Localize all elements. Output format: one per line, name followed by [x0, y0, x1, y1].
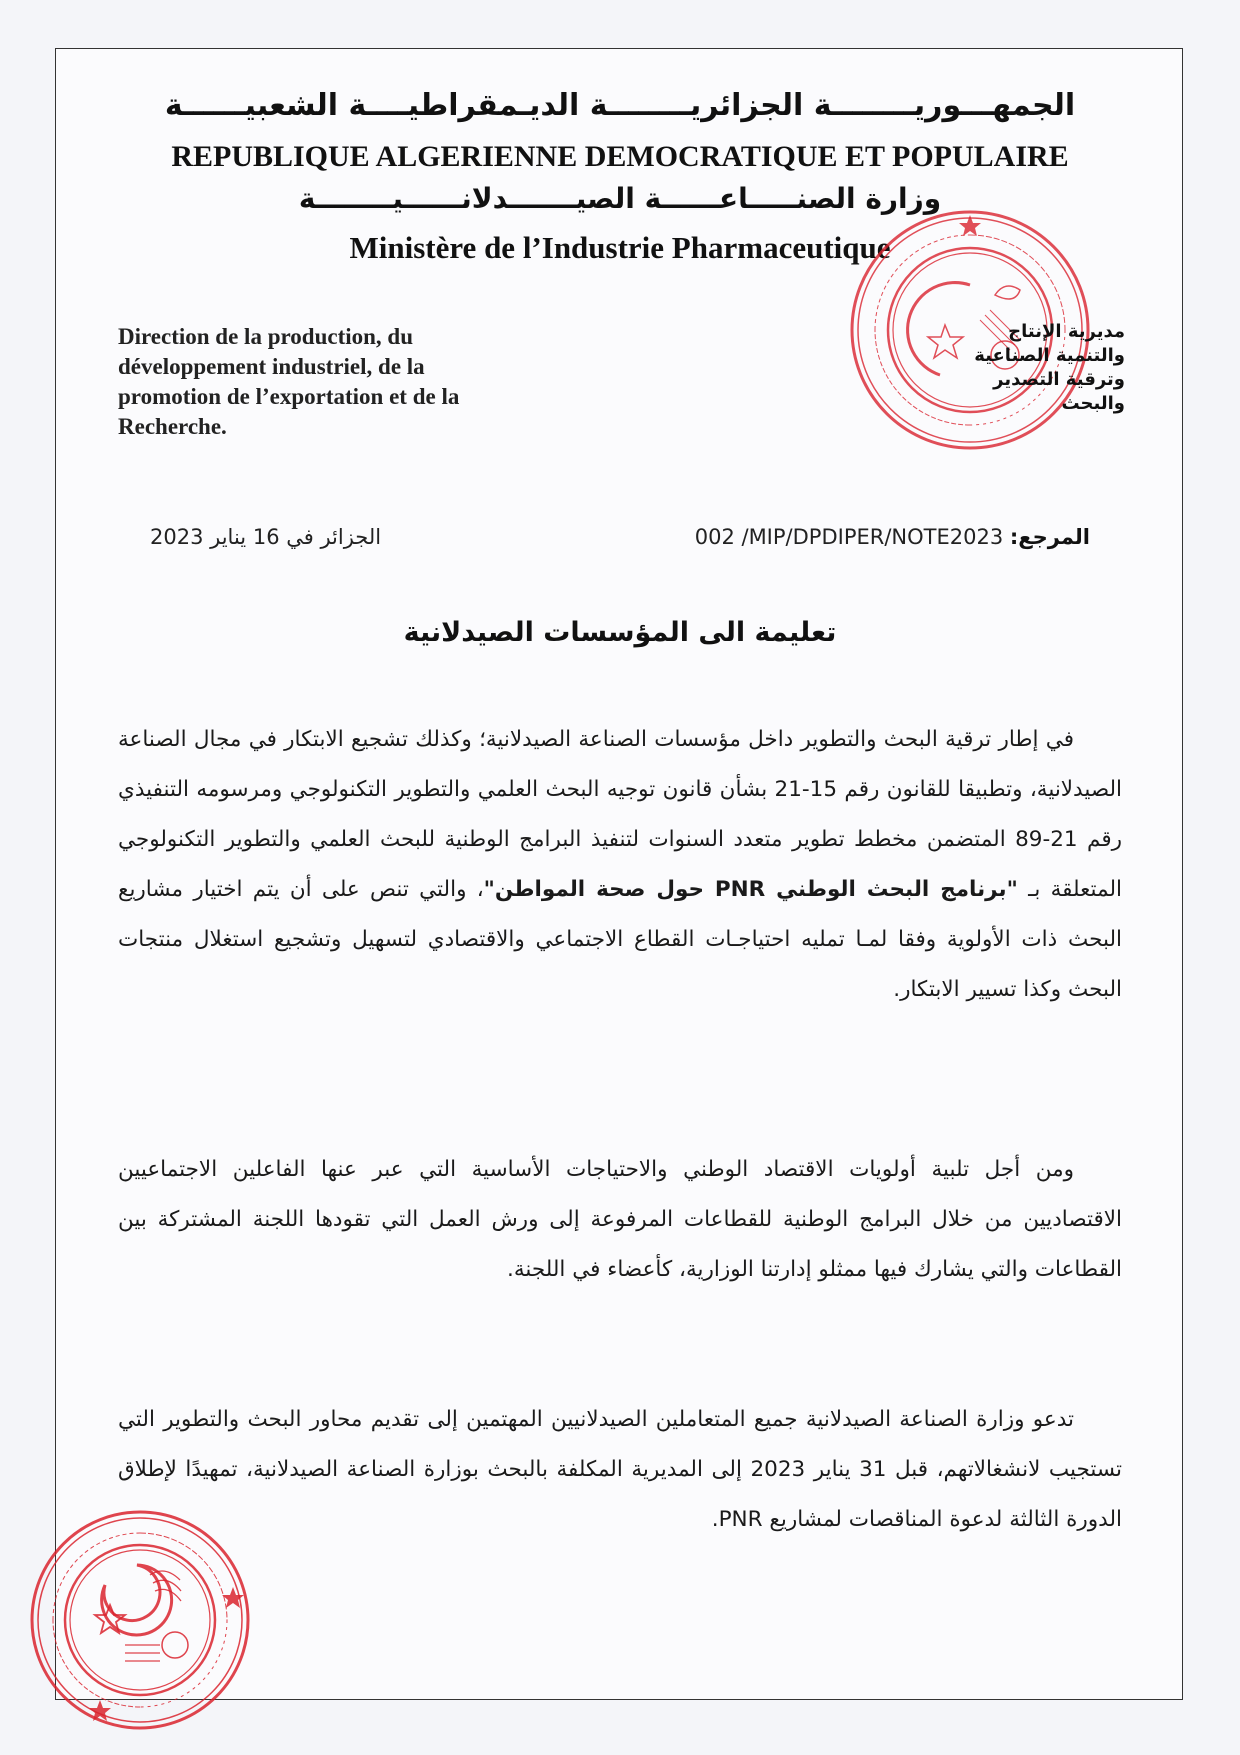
- reference-value: 002 /MIP/DPDIPER/NOTE2023: [694, 525, 1004, 549]
- paragraph-3-text: تدعو وزارة الصناعة الصيدلانية جميع المتعاملين الصيدلانيين المهتمين إلى تقديم محاور البحث والتطوير التي تستجيب لانشغالاتهم، قبل 31 يناير 2023 إلى المديرية المكلفة بالبحث بوزارة الصناعة الصيدلانية، تمهيدًا لإطلاق الدورة الثالثة لدعوة المناقصات لمشاريع PNR.: [118, 1407, 1122, 1532]
- direction-french-line: Direction de la production, du: [118, 324, 413, 349]
- reference-label: المرجع:: [1009, 525, 1090, 549]
- direction-french-line: Recherche.: [118, 414, 227, 439]
- header-french-republic: REPUBLIQUE ALGERIENNE DEMOCRATIQUE ET POPULAIRE: [171, 140, 1069, 173]
- paragraph-2-text: ومن أجل تلبية أولويات الاقتصاد الوطني والاحتياجات الأساسية التي عبر عنها الفاعلين الاجتماعيين الاقتصاديين من خلال البرامج الوطنية للقطاعات المرفوعة إلى ورش العمل التي تقودها اللجنة المشتركة بين القطاعات والتي يشارك فيها ممثلو إدارتنا الوزارية، كأعضاء في اللجنة.: [118, 1157, 1122, 1282]
- direction-arabic-line: وترقية التصدير: [993, 369, 1125, 390]
- header-arabic-republic: الجمهـــوريــــــــة الجزائريــــــــة الديـمقراطيــــة الشعبيــــــة: [164, 88, 1076, 123]
- direction-arabic-line: مديرية الإنتاج: [1008, 321, 1125, 342]
- direction-french-line: promotion de l’exportation et de la: [118, 384, 460, 409]
- document-date: الجزائر في 16 يناير 2023: [150, 525, 382, 549]
- header-french-ministry: Ministère de l’Industrie Pharmaceutique: [349, 230, 891, 265]
- paragraph-3: [118, 1395, 1122, 1545]
- paragraph-1: [118, 715, 1122, 1015]
- reference: [695, 525, 1090, 549]
- direction-french-line: développement industriel, de la: [118, 354, 425, 379]
- direction-french: [118, 322, 588, 442]
- paragraph-1-text-a: في إطار ترقية البحث والتطوير داخل مؤسسات الصناعة الصيدلانية؛ وكذلك تشجيع الابتكار في مجال الصناعة الصيدلانية، وتطبيقا للقانون رقم 15-21 بشأن قانون توجيه البحث العلمي والتطوير التكنولوجي ومرسومه التنفيذي رقم 21-89 المتضمن مخطط تطوير متعدد السنوات لتنفيذ البرامج الوطنية للبحث العلمي والتطوير التكنولوجي المتعلقة بـ: [118, 727, 1123, 902]
- header-arabic-ministry: وزارة الصنـــــاعــــــة الصيـــــــدلانــــــيــــــــة: [298, 182, 942, 215]
- paragraph-1-program-name: "برنامج البحث الوطني PNR حول صحة المواطن": [483, 877, 1018, 902]
- direction-arabic: [925, 320, 1125, 416]
- paragraph-1-text-b: ، والتي تنص على أن يتم اختيار مشاريع البحث ذات الأولوية وفقا لمـا تمليه احتياجـات القطاع الاجتماعي والاقتصادي لتسهيل وتشجيع استغلال منتجات البحث وكذا تسيير الابتكار.: [118, 877, 1122, 1002]
- document-title: تعليمة الى المؤسسات الصيدلانية: [403, 617, 837, 648]
- direction-arabic-line: والبحث: [1061, 393, 1125, 414]
- paragraph-2: [118, 1145, 1122, 1295]
- direction-arabic-line: والتنمية الصناعية: [974, 345, 1125, 366]
